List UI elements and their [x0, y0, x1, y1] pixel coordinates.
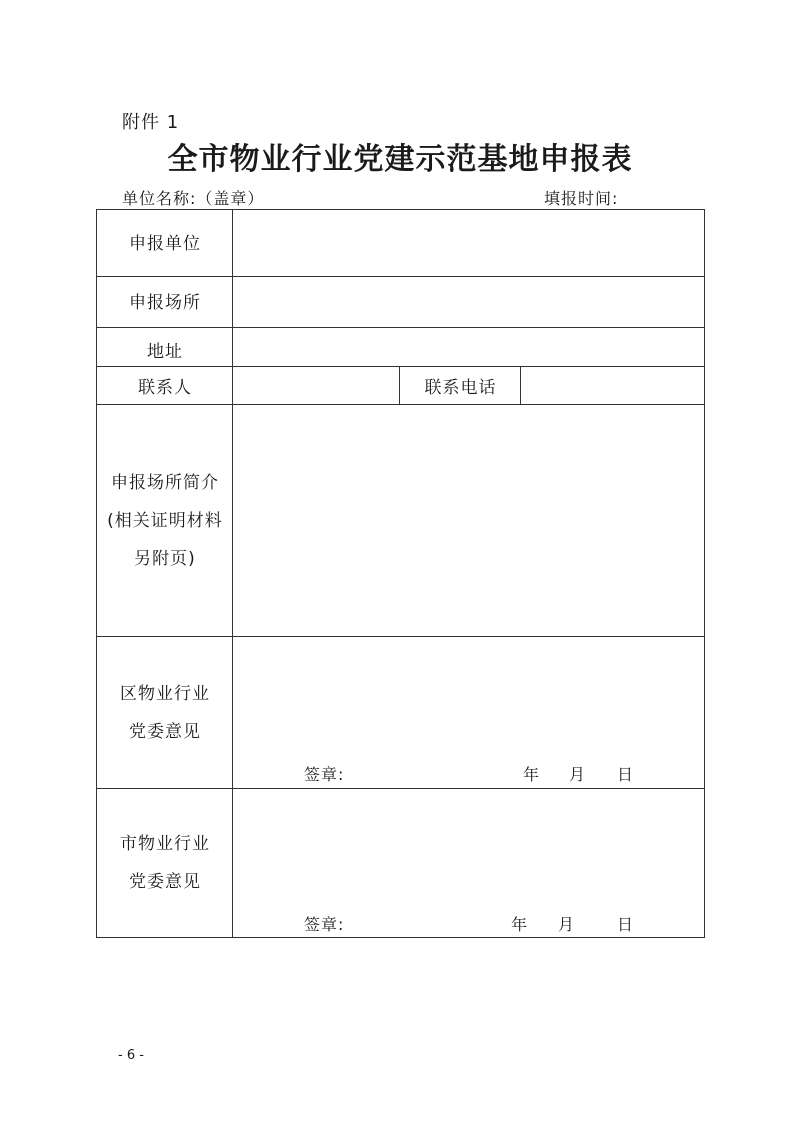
intro-label — [97, 405, 233, 637]
phone-label: 联系电话 — [424, 378, 497, 398]
city-opinion-line2: 党委意见 — [129, 872, 201, 892]
address-label: 地址 — [147, 341, 183, 362]
city-seal-label: 签章: — [304, 915, 345, 934]
city-month-label: 月 — [558, 915, 576, 934]
district-month-label: 月 — [569, 765, 587, 784]
phone-input-cell[interactable] — [521, 367, 704, 405]
intro-label-line1: 申报场所简介 — [111, 473, 219, 493]
unit-label: 申报单位 — [129, 233, 201, 254]
address-input-cell[interactable] — [233, 328, 704, 367]
unit-name-label: 单位名称:（盖章） — [122, 189, 265, 208]
unit-input-cell[interactable] — [233, 210, 704, 277]
district-day-label: 日 — [617, 765, 635, 784]
city-day-label: 日 — [617, 915, 635, 934]
page-title: 全市物业行业党建示范基地申报表 — [167, 142, 633, 177]
page-number: - 6 - — [118, 1048, 144, 1063]
attachment-label: 附件 1 — [122, 112, 180, 133]
district-opinion-line2: 党委意见 — [129, 722, 201, 742]
fill-time-label: 填报时间: — [544, 189, 619, 208]
district-seal-label: 签章: — [304, 765, 345, 784]
intro-label-line3: 另附页) — [134, 549, 196, 569]
district-opinion-line1: 区物业行业 — [120, 684, 210, 704]
district-year-label: 年 — [523, 765, 541, 784]
intro-label-line2: (相关证明材料 — [107, 511, 223, 531]
contact-input-cell[interactable] — [233, 367, 400, 405]
city-opinion-line1: 市物业行业 — [120, 834, 210, 854]
city-opinion-label — [97, 789, 233, 937]
district-opinion-label — [97, 637, 233, 789]
intro-input-cell[interactable] — [233, 405, 704, 637]
city-year-label: 年 — [511, 915, 529, 934]
application-form-table — [96, 209, 705, 938]
venue-input-cell[interactable] — [233, 277, 704, 328]
contact-label: 联系人 — [138, 378, 192, 398]
venue-label: 申报场所 — [129, 292, 201, 313]
